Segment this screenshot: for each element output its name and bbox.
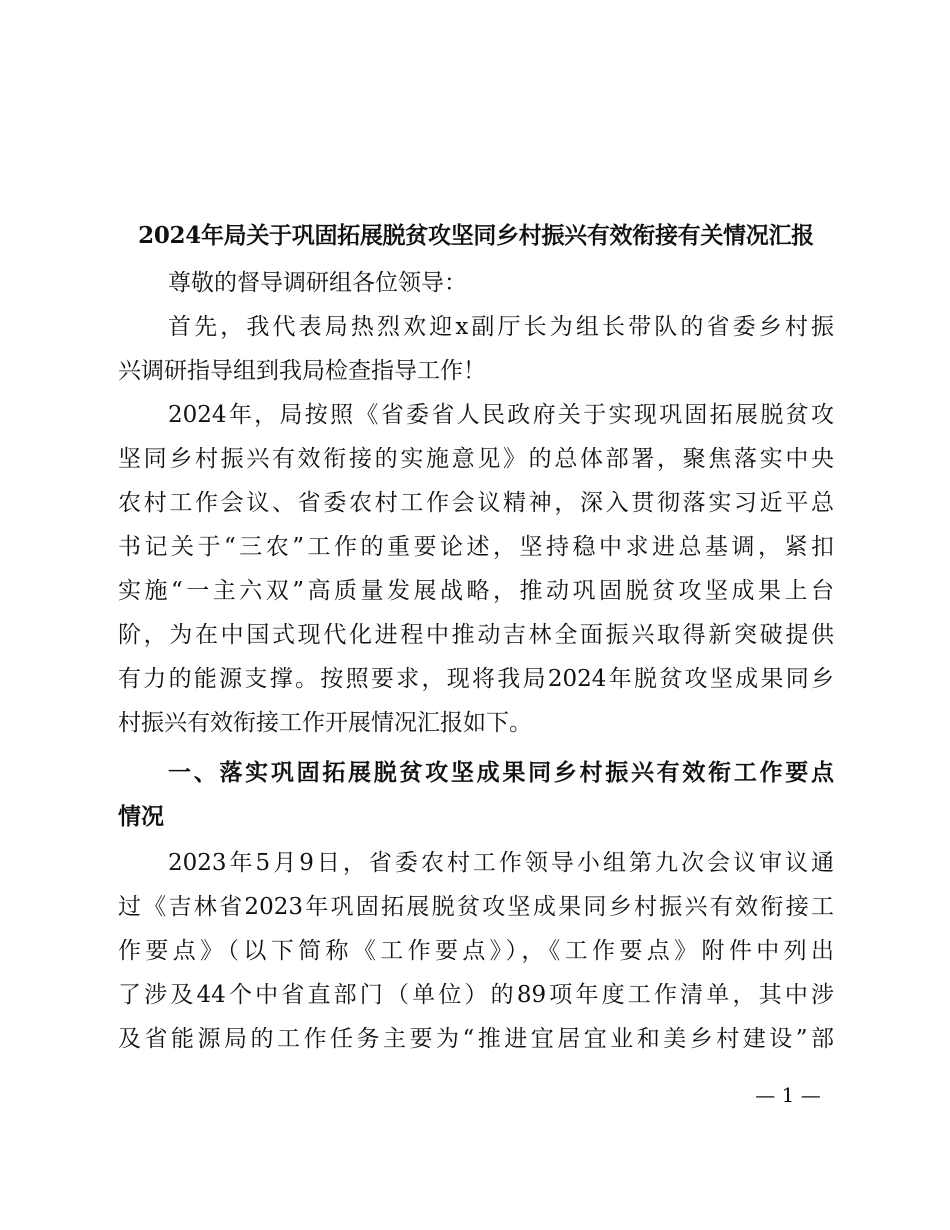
paragraph-line: 首先，我代表局热烈欢迎x副厅长为组长带队的省委乡村振 xyxy=(168,314,834,340)
paragraph-line: 阶，为在中国式现代化进程中推动吉林全面振兴取得新突破提供 xyxy=(118,622,834,648)
paragraph-line: 实施“一主六双”高质量发展战略，推动巩固脱贫攻坚成果上台 xyxy=(118,578,834,604)
paragraph-line: 农村工作会议、省委农村工作会议精神，深入贯彻落实习近平总 xyxy=(118,490,834,516)
page-number: — 1 — xyxy=(755,1083,821,1107)
document-title: 2024年局关于巩固拓展脱贫攻坚同乡村振兴有效衔接有关情况汇报 xyxy=(138,222,814,249)
section-heading: 一、落实巩固拓展脱贫攻坚成果同乡村振兴有效衔工作要点 xyxy=(168,760,834,786)
paragraph-line: 及省能源局的工作任务主要为“推进宜居宜业和美乡村建设”部 xyxy=(118,1026,834,1052)
paragraph-line: 过《吉林省2023年巩固拓展脱贫攻坚成果同乡村振兴有效衔接工 xyxy=(118,894,834,920)
paragraph-line: 了涉及44个中省直部门（单位）的89项年度工作清单，其中涉 xyxy=(118,982,834,1008)
paragraph-line: 2023年5月9日，省委农村工作领导小组第九次会议审议通 xyxy=(168,850,834,876)
paragraph-line: 书记关于“三农”工作的重要论述，坚持稳中求进总基调，紧扣 xyxy=(118,534,834,560)
paragraph-line: 有力的能源支撑。按照要求，现将我局2024年脱贫攻坚成果同乡 xyxy=(118,666,834,692)
paragraph-line: 2024年，局按照《省委省人民政府关于实现巩固拓展脱贫攻 xyxy=(168,402,834,428)
paragraph-line: 村振兴有效衔接工作开展情况汇报如下。 xyxy=(118,710,532,736)
section-heading: 情况 xyxy=(118,804,164,830)
salutation: 尊敬的督导调研组各位领导： xyxy=(168,270,467,296)
paragraph-line: 坚同乡村振兴有效衔接的实施意见》的总体部署，聚焦落实中央 xyxy=(118,446,834,472)
paragraph-line: 兴调研指导组到我局检查指导工作！ xyxy=(118,358,486,384)
paragraph-line: 作要点》（以下简称《工作要点》），《工作要点》附件中列出 xyxy=(118,938,834,964)
